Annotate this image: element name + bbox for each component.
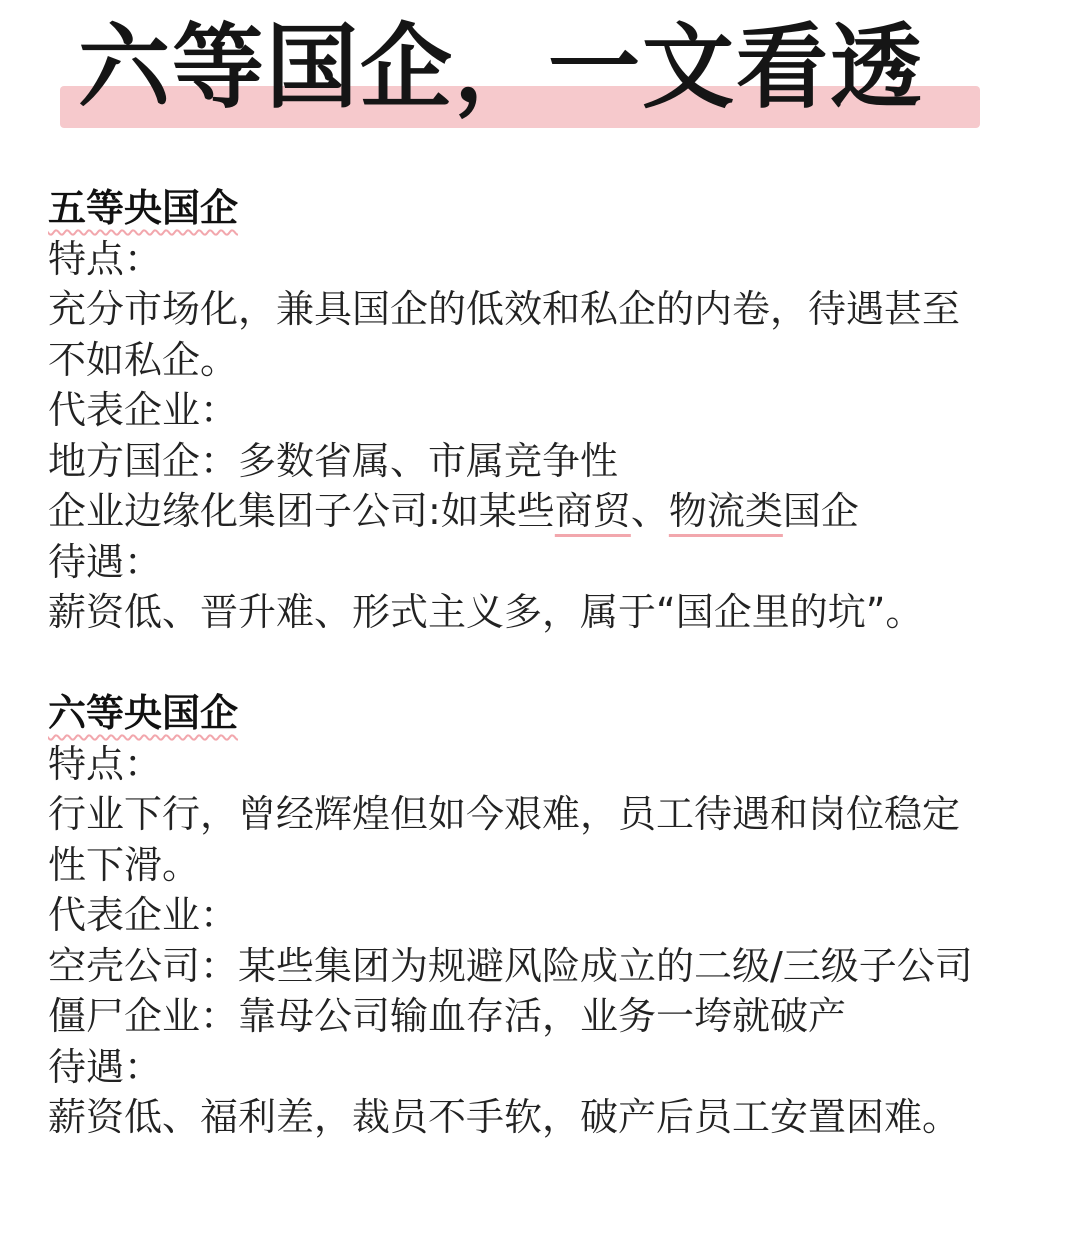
features-text-line: 不如私企。 bbox=[48, 337, 239, 382]
treatment-label: 待遇： bbox=[48, 1044, 163, 1089]
representatives-label: 代表企业： bbox=[48, 388, 239, 432]
rep-text: 、 bbox=[630, 489, 669, 533]
section-tier-6 bbox=[48, 688, 1038, 1143]
representatives-label: 代表企业： bbox=[48, 893, 239, 937]
features-text-line: 充分市场化，兼具国企的低效和私企的内卷，待遇甚至 bbox=[48, 287, 961, 331]
treatment-label: 待遇： bbox=[48, 539, 163, 584]
rep-text: 企业边缘化集团子公司:如某些 bbox=[48, 489, 555, 533]
title-banner bbox=[60, 8, 980, 128]
representative-item: 空壳公司：某些集团为规避风险成立的二级/三级子公司 bbox=[48, 943, 973, 988]
representative-item bbox=[48, 486, 1038, 537]
highlighted-term: 商贸 bbox=[554, 489, 631, 533]
features-label: 特点： bbox=[48, 236, 163, 281]
section-heading: 六等央国企 bbox=[48, 691, 239, 735]
section-tier-5 bbox=[48, 183, 1038, 638]
features-text-line: 行业下行，曾经辉煌但如今艰难，员工待遇和岗位稳定 bbox=[48, 792, 961, 836]
highlighted-term: 物流类 bbox=[668, 489, 783, 533]
features-label: 特点： bbox=[48, 741, 163, 786]
section-heading: 五等央国企 bbox=[48, 186, 239, 230]
features-text-line: 性下滑。 bbox=[48, 842, 201, 887]
representative-item: 僵尸企业：靠母公司输血存活，业务一垮就破产 bbox=[48, 994, 847, 1038]
treatment-text: 薪资低、晋升难、形式主义多，属于“国企里的坑”。 bbox=[48, 590, 924, 634]
representative-item: 地方国企：多数省属、市属竞争性 bbox=[48, 438, 619, 483]
treatment-text: 薪资低、福利差，裁员不手软，破产后员工安置困难。 bbox=[48, 1095, 961, 1139]
rep-text: 国企 bbox=[782, 489, 859, 533]
page-title: 六等国企，一文看透 bbox=[78, 14, 925, 121]
